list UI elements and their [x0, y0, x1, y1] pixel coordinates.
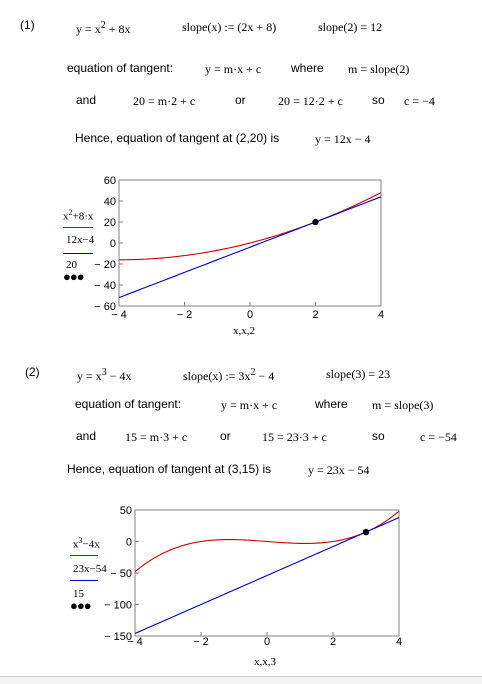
legend-point: 20	[66, 259, 77, 271]
x-tick-label: 4	[395, 636, 403, 648]
hence-equation[interactable]: y = 23x − 54	[308, 463, 370, 477]
legend-curve-base: x	[73, 538, 79, 551]
so-label: so	[372, 429, 385, 443]
legend-curve-rest: −4x	[82, 538, 100, 551]
substitution-2[interactable]: 20 = 12·2 + c	[278, 94, 343, 108]
eq-exponent: 2	[100, 20, 106, 31]
x-tick-label: 4	[377, 309, 385, 321]
eq-exponent: 3	[101, 367, 107, 378]
eq-rhs: − 4x	[106, 369, 132, 383]
x-tick-label: 0	[263, 636, 271, 648]
problem-number: (1)	[20, 18, 35, 32]
y-tick-label: − 150	[104, 631, 132, 643]
problem-number: (2)	[25, 365, 40, 379]
legend-point: 15	[73, 588, 84, 600]
plot1-x-axis-label: x,x,2	[233, 325, 255, 337]
legend-point-marker: ●●●	[63, 269, 84, 284]
y-tick-label: − 60	[94, 301, 116, 313]
legend-tangent: 23x−54	[73, 563, 107, 575]
y-tick-label: 40	[103, 196, 116, 208]
slope-evaluation[interactable]: slope(2) = 12	[318, 20, 383, 34]
tangent-label: equation of tangent:	[75, 397, 182, 411]
hence-text: Hence, equation of tangent at (3,15) is	[67, 462, 272, 476]
substitution-2[interactable]: 15 = 23·3 + c	[262, 430, 327, 444]
m-definition[interactable]: m = slope(3)	[372, 398, 434, 412]
slope-def-post: − 4	[255, 369, 275, 383]
x-tick-label: − 4	[127, 636, 143, 648]
hence-equation[interactable]: y = 12x − 4	[315, 132, 371, 146]
so-label: so	[372, 93, 385, 107]
m-definition[interactable]: m = slope(2)	[348, 62, 410, 76]
or-label: or	[220, 429, 231, 443]
y-tick-label: − 20	[94, 259, 116, 271]
slope-def-pre: slope(x) := 3x	[183, 369, 251, 383]
eq-lhs: y = x	[76, 22, 101, 36]
y-tick-label: − 50	[110, 568, 132, 580]
c-result[interactable]: c = −54	[420, 430, 457, 444]
y-tick-label: 0	[125, 536, 132, 549]
tangent-form[interactable]: y = m·x + c	[221, 398, 278, 412]
y-tick-label: − 40	[94, 280, 116, 292]
x-tick-label: 2	[329, 636, 337, 648]
legend-curve-exp: 2	[68, 208, 73, 217]
and-label: and	[76, 93, 97, 107]
y-tick-label: 20	[103, 217, 116, 229]
legend-curve-rest: +8·x	[72, 210, 94, 223]
legend-tangent: 12x−4	[66, 234, 95, 246]
x-tick-label: − 2	[193, 636, 209, 648]
legend-curve-base: x	[63, 210, 69, 223]
x-tick-label: − 4	[111, 309, 127, 321]
tangent-label: equation of tangent:	[67, 61, 174, 75]
x-tick-label: 0	[246, 309, 254, 321]
slope-definition[interactable]: slope(x) := (2x + 8)	[182, 20, 277, 34]
y-tick-label: 0	[109, 238, 116, 250]
hence-text: Hence, equation of tangent at (2,20) is	[75, 131, 280, 145]
plot-frame	[135, 510, 399, 636]
legend-curve-exp: 3	[78, 536, 83, 545]
substitution-1[interactable]: 20 = m·2 + c	[133, 94, 196, 108]
legend-point-marker: ●●●	[70, 598, 91, 613]
c-result[interactable]: c = −4	[404, 94, 435, 108]
eq-rhs: + 8x	[105, 22, 131, 36]
tangent-form[interactable]: y = m·x + c	[205, 62, 262, 76]
tangent-point-marker	[363, 529, 369, 535]
where-label: where	[315, 397, 348, 411]
slope-evaluation[interactable]: slope(3) = 23	[326, 367, 391, 381]
slope-def-exp: 2	[250, 367, 256, 378]
and-label: and	[76, 429, 97, 443]
plot2-x-axis-label: x,x,3	[254, 656, 276, 668]
substitution-1[interactable]: 15 = m·3 + c	[125, 430, 188, 444]
where-label: where	[291, 61, 324, 75]
or-label: or	[235, 93, 246, 107]
eq-lhs: y = x	[77, 369, 102, 383]
y-tick-label: − 100	[104, 599, 132, 612]
y-tick-label: 60	[103, 175, 116, 187]
y-tick-label: 50	[119, 505, 132, 517]
x-tick-label: 2	[312, 309, 319, 321]
x-tick-label: − 2	[176, 309, 193, 321]
